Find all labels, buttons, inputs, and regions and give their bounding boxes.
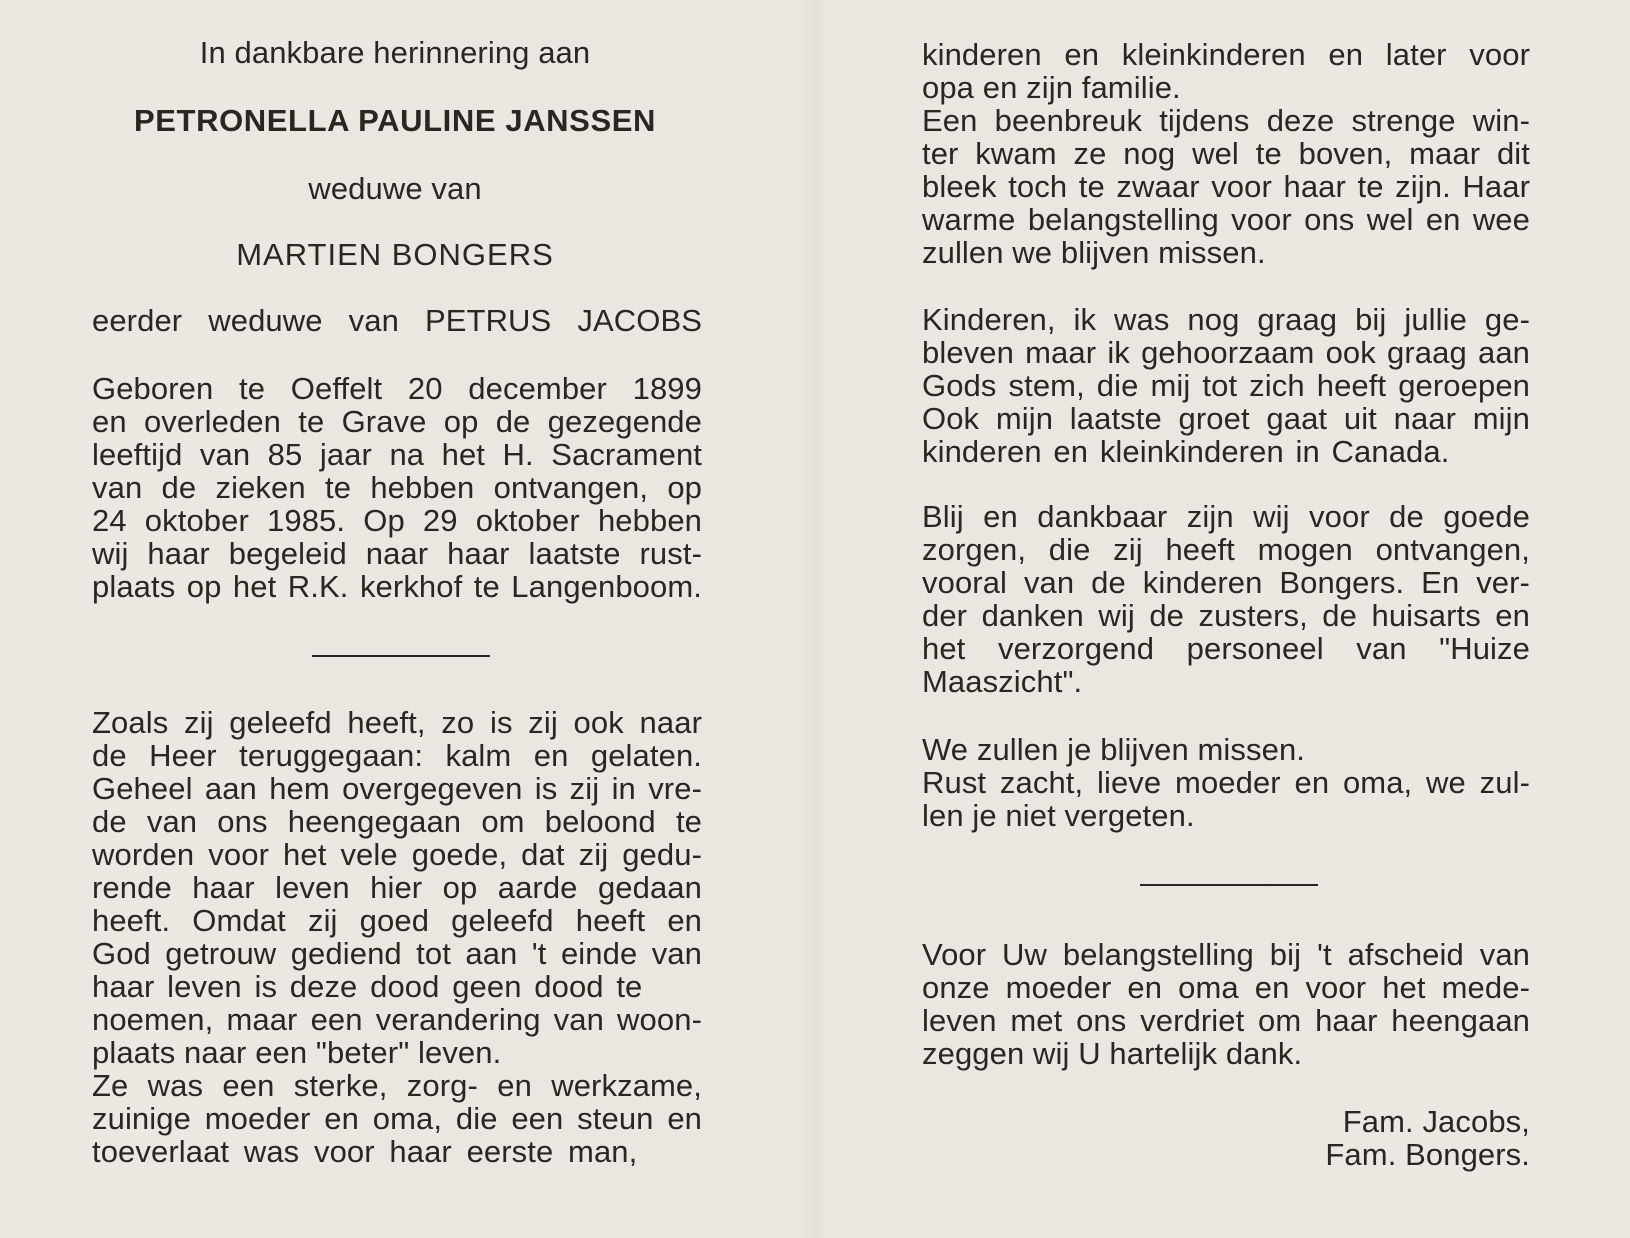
gratitude-line: Maaszicht". [922, 664, 1083, 699]
continuation-line: opa en zijn familie. [922, 70, 1181, 105]
closing-line: We zullen je blijven missen. [922, 732, 1306, 767]
reflection-line: Ze was een sterke, zorg- en werkzame, [92, 1068, 702, 1103]
closing-line: len je niet vergeten. [922, 798, 1195, 833]
continuation-line: zullen we blijven missen. [922, 235, 1266, 270]
biography-line: en overleden te Grave op de gezegende [92, 404, 702, 439]
divider-rule [1140, 884, 1318, 886]
farewell-line: Ook mijn laatste groet gaat uit naar mijn [922, 401, 1530, 436]
biography-line: van de zieken te hebben ontvangen, op [92, 470, 702, 505]
reflection-line: toeverlaat was voor haar eerste man, [92, 1134, 638, 1169]
biography-line: wij haar begeleid naar haar laatste rust- [92, 536, 702, 571]
husband-name: MARTIEN BONGERS [236, 237, 554, 272]
biography-line: Geboren te Oeffelt 20 december 1899 [92, 371, 702, 406]
farewell-line: Kinderen, ik was nog graag bij jullie ge- [922, 302, 1530, 337]
thanks-line: Voor Uw belangstelling bij 't afscheid van [922, 937, 1530, 972]
continuation-line: kinderen en kleinkinderen en later voor [922, 37, 1530, 72]
signature-jacobs: Fam. Jacobs, [1342, 1104, 1530, 1139]
thanks-line: leven met ons verdriet om haar heengaan [922, 1003, 1530, 1038]
reflection-line: Zoals zij geleefd heeft, zo is zij ook naar [92, 705, 702, 740]
farewell-line: bleven maar ik gehoorzaam ook graag aan [922, 335, 1530, 370]
reflection-line: Geheel aan hem overgegeven is zij in vre- [92, 771, 702, 806]
continuation-line: ter kwam ze nog wel te boven, maar dit [922, 136, 1530, 171]
signature-bongers: Fam. Bongers. [1325, 1137, 1530, 1172]
reflection-line: God getrouw gediend tot aan 't einde van [92, 936, 702, 971]
continuation-line: Een beenbreuk tijdens deze strenge win- [922, 103, 1530, 138]
reflection-line: de Heer teruggegaan: kalm en gelaten. [92, 738, 702, 773]
gratitude-line: het verzorgend personeel van "Huize [922, 631, 1530, 666]
thanks-line: onze moeder en oma en voor het mede- [922, 970, 1530, 1005]
reflection-line: rende haar leven hier op aarde gedaan [92, 870, 702, 905]
reflection-line: plaats naar een "beter" leven. [92, 1035, 502, 1070]
earlier-widow-text: eerder weduwe van PETRUS JACOBS [92, 303, 702, 338]
reflection-line: haar leven is deze dood geen dood te [92, 969, 643, 1004]
biography-line: 24 oktober 1985. Op 29 oktober hebben [92, 503, 702, 538]
closing-line: Rust zacht, lieve moeder en oma, we zul- [922, 765, 1530, 800]
gratitude-line: zorgen, die zij heeft mogen ontvangen, [922, 532, 1530, 567]
thanks-line: zeggen wij U hartelijk dank. [922, 1036, 1303, 1071]
divider-rule [312, 655, 490, 657]
gratitude-line: der danken wij de zusters, de huisarts en [922, 598, 1530, 633]
farewell-line: Gods stem, die mij tot zich heeft geroepen [922, 368, 1530, 403]
reflection-line: heeft. Omdat zij goed geleefd heeft en [92, 903, 702, 938]
right-page [815, 0, 1630, 1238]
reflection-line: worden voor het vele goede, dat zij gedu- [92, 837, 702, 872]
reflection-line: noemen, maar een verandering van woon- [92, 1002, 702, 1037]
biography-line: plaats op het R.K. kerkhof te Langenboom. [92, 569, 702, 604]
farewell-line: kinderen en kleinkinderen in Canada. [922, 434, 1450, 469]
biography-line: leeftijd van 85 jaar na het H. Sacrament [92, 437, 702, 472]
widow-of-label: weduwe van [308, 171, 482, 206]
reflection-line: de van ons heengegaan om beloond te [92, 804, 702, 839]
intro-text: In dankbare herinnering aan [199, 35, 591, 70]
gratitude-line: Blij en dankbaar zijn wij voor de goede [922, 499, 1530, 534]
continuation-line: warme belangstelling voor ons wel en wee [922, 202, 1530, 237]
gratitude-line: vooral van de kinderen Bongers. En ver- [922, 565, 1530, 600]
continuation-line: bleek toch te zwaar voor haar te zijn. Haar [922, 169, 1530, 204]
deceased-name: PETRONELLA PAULINE JANSSEN [134, 103, 656, 138]
reflection-line: zuinige moeder en oma, die een steun en [92, 1101, 702, 1136]
